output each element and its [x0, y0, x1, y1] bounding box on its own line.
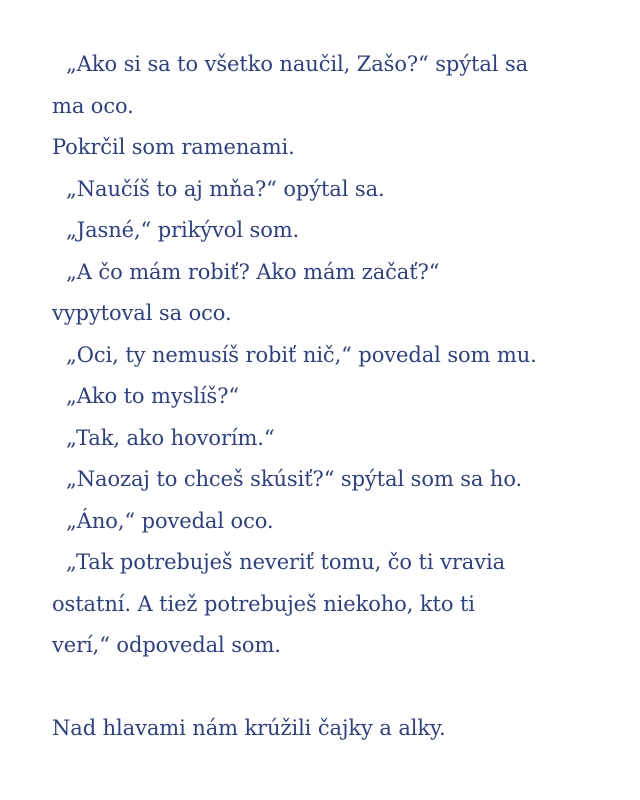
text-line: Pokrčil som ramenami. [52, 135, 295, 159]
text-line: „Oci, ty nemusíš robiť nič,“ povedal som mu. [66, 342, 537, 367]
paragraph-gap [52, 667, 612, 709]
text-line: „Naučíš to aj mňa?“ opýtal sa. [66, 176, 385, 201]
text-line: vypytoval sa oco. [52, 301, 232, 325]
text-line: „Tak potrebuješ neveriť tomu, čo ti vravia [66, 550, 505, 574]
text-line: „Áno,“ povedal oco. [66, 508, 274, 533]
text-line: „Jasné,“ prikývol som. [66, 218, 300, 242]
text-line: „A čo mám robiť? Ako mám začať?“ [66, 259, 440, 284]
text-line: „Ako to myslíš?“ [66, 384, 240, 408]
text-line: ostatní. A tiež potrebuješ niekoho, kto ti [52, 591, 475, 616]
text-line: „Tak, ako hovorím.“ [66, 425, 275, 450]
text-line: verí,“ odpovedal som. [52, 633, 281, 657]
text-line: „Ako si sa to všetko naučil, Zašo?“ spýtal sa [66, 52, 529, 76]
book-page [52, 44, 612, 750]
text-line: ma oco. [52, 93, 134, 118]
text-line: Nad hlavami nám krúžili čajky a alky. [52, 716, 446, 740]
text-line: „Naozaj to chceš skúsiť?“ spýtal som sa ho. [66, 467, 523, 491]
